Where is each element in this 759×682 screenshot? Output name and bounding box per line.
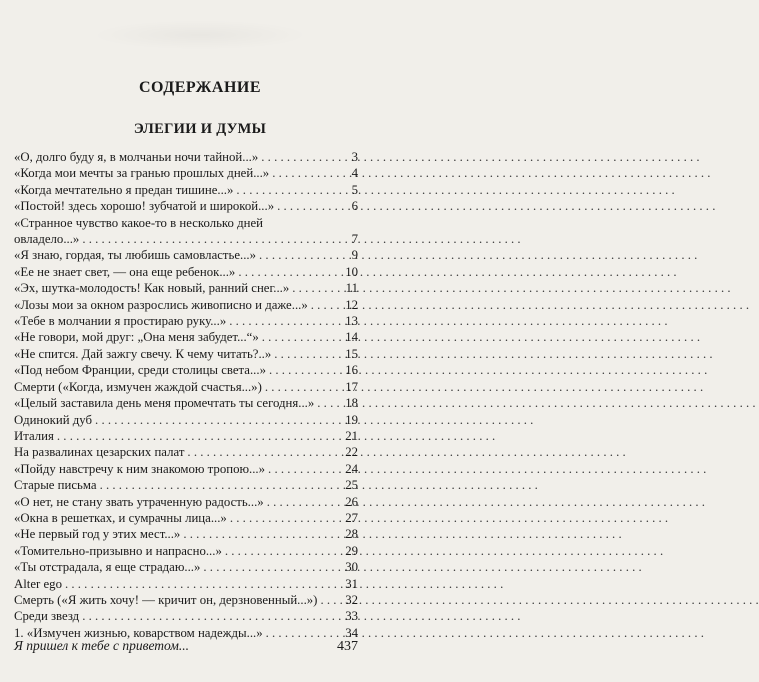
toc-page-number: 29	[345, 543, 358, 558]
toc-entry-title: «Постой! здесь хорошо! зубчатой и широкой...»	[14, 199, 275, 214]
dot-leader	[265, 379, 343, 395]
dot-leader	[262, 329, 343, 345]
toc-entry-line	[14, 346, 358, 362]
toc-entry-title: 1. «Измучен жизнью, коварством надежды...»	[14, 625, 263, 640]
toc-entry-line	[14, 477, 358, 493]
toc-entry[interactable]	[14, 608, 358, 624]
toc-page-number: 4	[351, 166, 358, 181]
dot-leader	[268, 461, 343, 477]
toc-entry-line	[14, 592, 358, 608]
toc-entry-line	[14, 461, 358, 477]
toc-entry-title: Alter ego	[14, 576, 62, 591]
dot-leader	[259, 247, 350, 263]
toc-entry-line	[14, 165, 358, 181]
toc-entry[interactable]	[14, 395, 358, 411]
toc-entry-title: «Когда мои мечты за гранью прошлых дней...»	[14, 166, 270, 181]
toc-entry-title: «Ты отстрадала, я еще страдаю...»	[14, 560, 201, 575]
dot-leader	[269, 362, 343, 378]
table-of-contents	[14, 149, 358, 641]
toc-entry[interactable]	[14, 461, 358, 477]
toc-entry-title: Старые письма	[14, 478, 97, 493]
toc-entry[interactable]	[14, 412, 358, 428]
dot-leader	[317, 395, 343, 411]
toc-entry[interactable]	[14, 297, 358, 313]
toc-entry[interactable]	[14, 215, 358, 248]
toc-entry[interactable]	[14, 313, 358, 329]
toc-entry[interactable]	[14, 280, 358, 296]
toc-entry-line	[14, 379, 358, 395]
dot-leader	[100, 477, 344, 493]
toc-page-number: 18	[345, 396, 358, 411]
toc-entry-title: «Я знаю, гордая, ты любишь самовластье...»	[14, 248, 257, 263]
toc-entry[interactable]	[14, 526, 358, 542]
toc-page-number: 19	[345, 412, 358, 427]
dot-leader	[238, 264, 343, 280]
toc-page-number: 28	[345, 527, 358, 542]
toc-entry-title: На развалинах цезарских палат	[14, 445, 185, 460]
toc-entry-title: «О, долго буду я, в молчаньи ночи тайной...»	[14, 150, 259, 164]
toc-entry-line	[14, 494, 358, 510]
toc-entry[interactable]	[14, 247, 358, 263]
toc-entry-line	[14, 297, 358, 313]
toc-page-number: 30	[345, 560, 358, 575]
toc-page-number: 3	[351, 150, 358, 164]
toc-entry-title: Одинокий дуб	[14, 412, 93, 427]
toc-entry[interactable]	[14, 428, 358, 444]
toc-entry-title: «Странное чувство какое-то в несколько дней	[14, 215, 263, 230]
toc-entry-line	[14, 608, 358, 624]
running-title: Я пришел к тебе с приветом...	[14, 638, 190, 653]
toc-page-number: 25	[345, 478, 358, 493]
toc-entry-title: «Лозы мои за окном разрослись живописно и даже...»	[14, 297, 308, 312]
dot-leader	[203, 559, 343, 575]
toc-entry[interactable]	[14, 165, 358, 181]
toc-entry[interactable]	[14, 329, 358, 345]
toc-entry[interactable]	[14, 198, 358, 214]
toc-page-number: 14	[345, 330, 358, 345]
dot-leader	[95, 412, 343, 428]
toc-entry-line	[14, 362, 358, 378]
toc-page-number: 34	[345, 625, 358, 640]
toc-entry-title: «О нет, не стану звать утраченную радость...»	[14, 494, 264, 509]
dot-leader	[267, 494, 344, 510]
toc-entry-title: «Эх, шутка-молодость! Как новый, ранний снег...»	[14, 281, 290, 296]
toc-entry-line	[14, 182, 358, 198]
toc-page-number: 31	[345, 576, 358, 591]
toc-page-number: 26	[345, 494, 358, 509]
toc-entry-title: «Не первый год у этих мест...»	[14, 527, 181, 542]
toc-entry-line	[14, 559, 358, 575]
page-footer	[14, 638, 358, 655]
toc-entry[interactable]	[14, 379, 358, 395]
toc-entry[interactable]	[14, 444, 358, 460]
toc-entry-title: «Когда мечтательно я предан тишине...»	[14, 182, 234, 197]
toc-entry[interactable]	[14, 559, 358, 575]
dot-leader	[57, 428, 343, 444]
dot-leader	[82, 608, 343, 624]
toc-entry-line	[14, 149, 358, 165]
toc-entry-title: Смерти («Когда, измучен жаждой счастья...»)	[14, 379, 262, 394]
toc-entry-title: «Тебе в молчании я простираю руку...»	[14, 314, 227, 329]
toc-page-number: 27	[345, 510, 358, 525]
page-title: СОДЕРЖАНИЕ	[138, 79, 262, 96]
dot-leader	[277, 198, 350, 214]
toc-entry-title: «Окна в решетках, и сумрачны лица...»	[14, 510, 227, 525]
dot-leader	[292, 280, 343, 296]
toc-page-number: 9	[351, 248, 358, 263]
toc-entry-title: овладело...»	[14, 232, 80, 247]
toc-page-number: 12	[345, 297, 358, 312]
bleed-through-shadow	[90, 20, 310, 50]
toc-page-number: 24	[345, 461, 358, 476]
toc-entry-title: Италия	[14, 428, 54, 443]
toc-entry-line	[14, 444, 358, 460]
dot-leader	[236, 182, 349, 198]
toc-entry-line	[14, 247, 358, 263]
toc-page-number: 17	[345, 379, 358, 394]
toc-page-number: 32	[345, 592, 358, 607]
toc-entry-line	[14, 280, 358, 296]
toc-entry-line	[14, 329, 358, 345]
toc-page-number: 15	[345, 346, 358, 361]
toc-entry[interactable]	[14, 362, 358, 378]
toc-page-number: 33	[345, 609, 358, 624]
dot-leader	[320, 592, 343, 608]
toc-entry[interactable]	[14, 576, 358, 592]
toc-entry-title: «Пойду навстречу к ним знакомою тропою...»	[14, 461, 266, 476]
toc-entry-line	[14, 264, 358, 280]
toc-entry[interactable]	[14, 182, 358, 198]
toc-entry[interactable]	[14, 477, 358, 493]
toc-entry-title: Смерть («Я жить хочу! — кричит он, дерзновенный...»)	[14, 592, 318, 607]
dot-leader	[65, 576, 343, 592]
dot-leader	[183, 526, 343, 542]
dot-leader	[82, 231, 349, 247]
toc-entry[interactable]	[14, 346, 358, 362]
toc-entry[interactable]	[14, 264, 358, 280]
section-heading: ЭЛЕГИИ И ДУМЫ	[133, 121, 267, 137]
toc-entry-title: «Не говори, мой друг: „Она меня забудет...“»	[14, 330, 259, 345]
toc-entry-title: «Целый заставила день меня промечтать ты сегодня...»	[14, 396, 315, 411]
toc-page-number: 7	[351, 232, 358, 247]
page-number: 437	[337, 639, 358, 654]
toc-page-number: 10	[345, 264, 358, 279]
dot-leader	[230, 510, 343, 526]
toc-page-number: 11	[345, 281, 358, 296]
toc-page-number: 6	[351, 199, 358, 214]
toc-page-number: 13	[345, 314, 358, 329]
dot-leader	[274, 346, 343, 362]
toc-entry-line	[14, 412, 358, 428]
toc-entry[interactable]	[14, 592, 358, 608]
toc-entry[interactable]	[14, 149, 358, 165]
toc-entry-line	[14, 198, 358, 214]
dot-leader	[187, 444, 343, 460]
dot-leader	[272, 165, 349, 181]
toc-entry-line	[14, 576, 358, 592]
toc-entry-title: «Не спится. Дай зажгу свечу. К чему читать?..»	[14, 346, 272, 361]
toc-page-number: 5	[351, 182, 358, 197]
toc-entry-title: «Под небом Франции, среди столицы света...»	[14, 363, 266, 378]
toc-entry[interactable]	[14, 510, 358, 526]
toc-entry-line	[14, 395, 358, 411]
toc-entry[interactable]	[14, 494, 358, 510]
toc-page-number: 21	[345, 428, 358, 443]
toc-entry-line	[14, 543, 358, 559]
toc-page-number: 16	[345, 363, 358, 378]
toc-entry-line	[14, 526, 358, 542]
toc-entry-line	[14, 428, 358, 444]
toc-entry-line	[14, 510, 358, 526]
toc-entry-line	[14, 313, 358, 329]
toc-entry-title: «Томительно-призывно и напрасно...»	[14, 543, 222, 558]
toc-entry-line	[14, 215, 358, 231]
dot-leader	[261, 149, 349, 165]
dot-leader	[225, 543, 343, 559]
toc-entry-title: «Ее не знает свет, — она еще ребенок...»	[14, 264, 236, 279]
toc-entry[interactable]	[14, 543, 358, 559]
toc-entry-line	[14, 231, 358, 247]
toc-page-number: 22	[345, 445, 358, 460]
dot-leader	[229, 313, 343, 329]
dot-leader	[311, 297, 343, 313]
toc-entry-title: Среди звезд	[14, 609, 80, 624]
